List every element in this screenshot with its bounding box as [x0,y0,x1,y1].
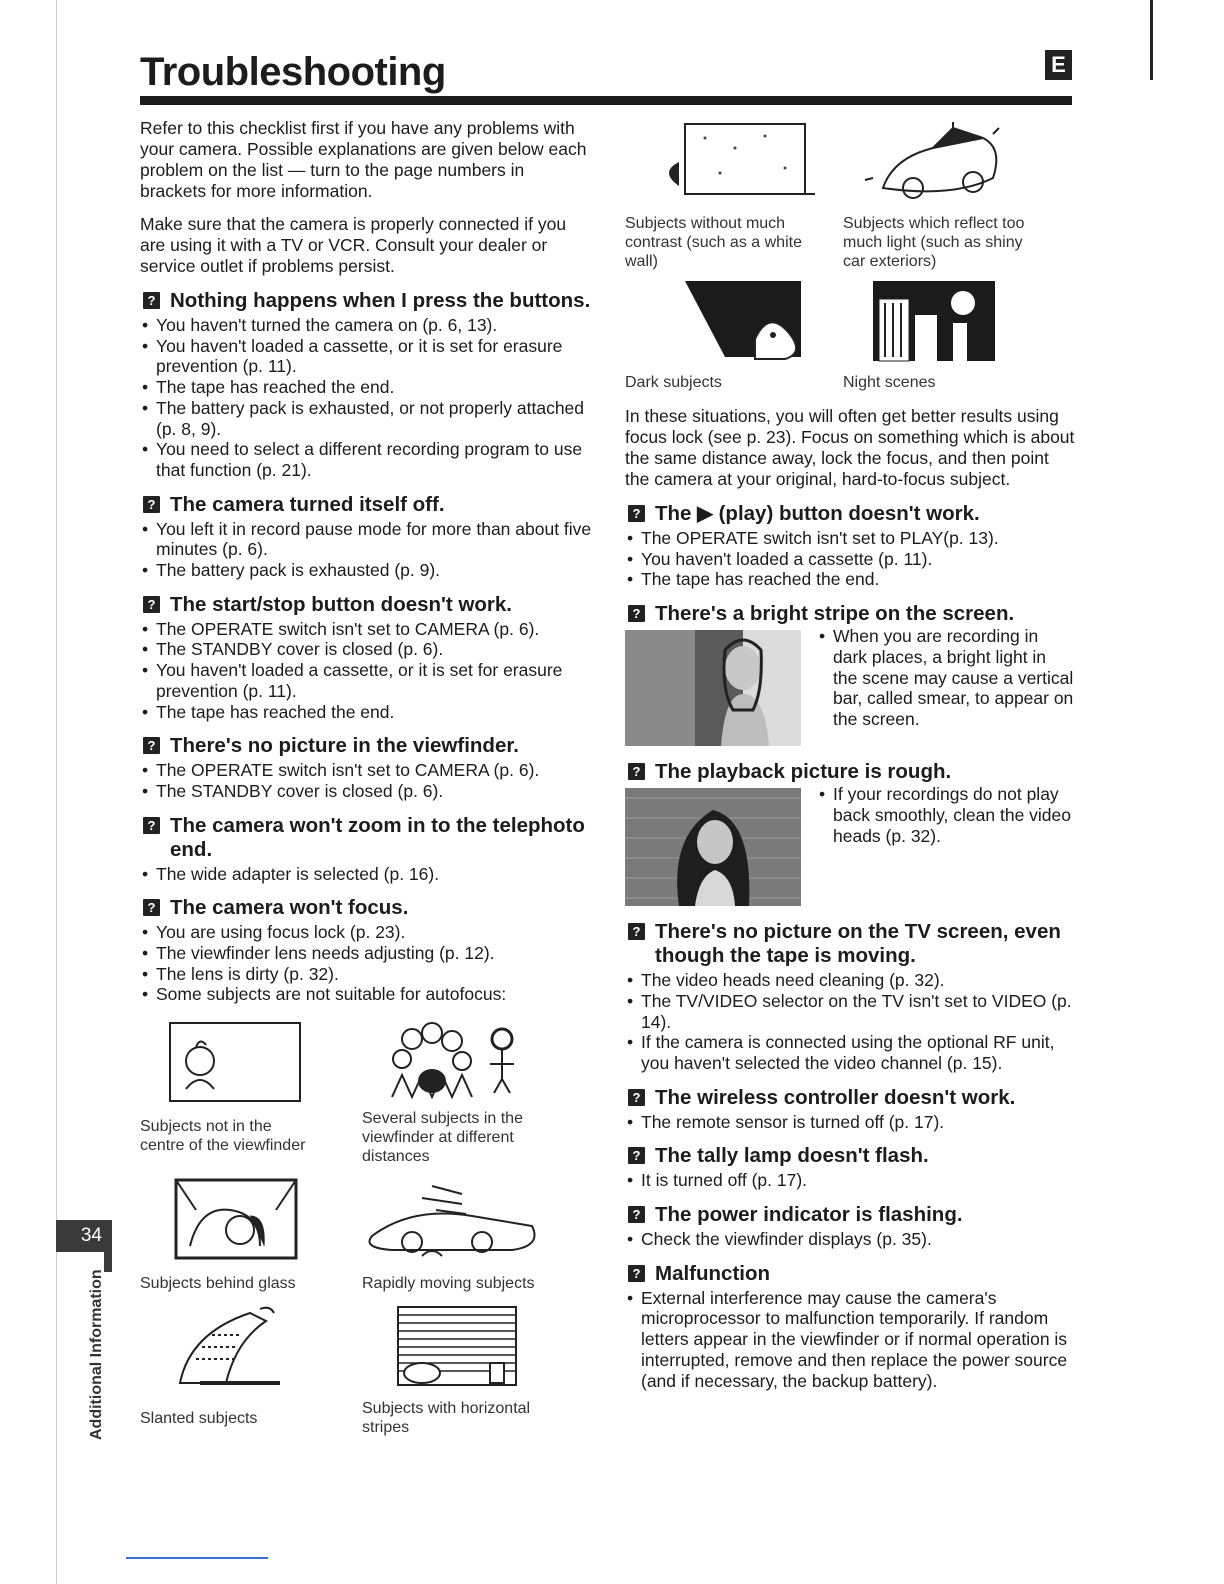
section-rough-playback-heading [625,760,1075,784]
problem-heading-text: Nothing happens when I press the buttons. [170,289,591,312]
question-icon: ? [143,596,160,613]
list-item: • If your recordings do not play back smoothly, clean the video heads (p. 32). [817,784,1075,846]
page-title: Troubleshooting [140,50,446,94]
scan-edge-right [1150,0,1153,80]
list-item: • You need to select a different recording program to use that function (p. 21). [140,439,595,480]
section-play-button-heading-text: The ▶ (play) button doesn't work. [655,502,980,525]
figure-dark-subject-caption: Dark subjects [625,374,722,391]
question-icon: ? [143,292,160,309]
fast-car-illustration [362,1176,552,1262]
shiny-car-illustration [843,118,1033,210]
question-icon: ? [628,1147,645,1164]
section-bright-stripe [625,602,1075,746]
figure-moving-subjects-caption: Rapidly moving subjects [362,1275,535,1293]
figure-shiny-car-caption: Subjects which reflect too much light (such as shiny car exteriors) [843,215,1025,270]
problem-heading [140,593,595,617]
list-item: • The battery pack is exhausted (p. 9). [140,560,595,581]
title-rule [140,96,1072,105]
problem-section [625,1086,1075,1133]
figure-night-scene [843,279,1033,392]
problem-heading [140,814,595,862]
section-bright-stripe-heading [625,602,1075,626]
multiple-subjects-illustration [362,1019,532,1101]
figure-slanted-caption: Slanted subjects [140,1410,258,1428]
problem-heading-text: The camera turned itself off. [170,492,445,516]
figure-off-centre-caption: Subjects not in the centre of the viewfinder [140,1118,306,1155]
list-item: • You haven't loaded a cassette, or it is set for erasure prevention (p. 11). [140,336,595,377]
scan-edge-left [56,0,57,1584]
autofocus-figures [140,1019,595,1437]
problem-heading-text: There's no picture in the viewfinder. [170,734,519,758]
left-sections [140,289,595,1005]
question-icon: ? [628,1265,645,1282]
white-wall-illustration [625,118,815,210]
problem-heading [140,896,595,920]
list-item: • The OPERATE switch isn't set to CAMERA (p. 6). [140,760,595,781]
problem-list [625,1170,1075,1191]
question-icon: ? [143,496,160,513]
section-play-button-heading [625,502,1075,526]
problem-heading [140,734,595,758]
problem-section [140,493,595,581]
smear-example-photo [625,630,801,746]
problem-heading [140,493,595,517]
list-item: • If the camera is connected using the optional RF unit, you haven't selected the video channel (p. 15). [625,1032,1075,1073]
problem-heading [625,1144,1075,1168]
problem-section [625,920,1075,1074]
problem-heading [140,289,595,313]
figure-slanted [140,1303,320,1437]
problem-list [140,922,595,1005]
list-item: • You haven't turned the camera on (p. 6, 13). [140,315,595,336]
problem-heading-text: The tally lamp doesn't flash. [655,1144,929,1168]
bright-stripe-list [817,626,1075,730]
list-item: • The video heads need cleaning (p. 32). [625,970,1075,991]
rough-playback-list [817,784,1075,846]
list-item: • The tape has reached the end. [140,377,595,398]
bright-stripe-row [625,626,1075,746]
section-play-button-list [625,528,1075,590]
focus-note: In these situations, you will often get better results using focus lock (see p. 23). Focus on something which is about the same distance away, lock the focus, and then point the camera at your original, hard-to-focus subject. [625,406,1075,489]
problem-section [140,593,595,723]
question-icon: ? [628,1089,645,1106]
problem-list [140,619,595,723]
problem-section [140,814,595,885]
problem-section [625,1203,1075,1250]
list-item: • The OPERATE switch isn't set to CAMERA (p. 6). [140,619,595,640]
question-icon: ? [628,605,645,622]
dark-subject-illustration [625,279,815,365]
problem-heading [625,1203,1075,1227]
list-item: • You haven't loaded a cassette, or it is set for erasure prevention (p. 11). [140,660,595,701]
intro-paragraph-2: Make sure that the camera is properly connected if you are using it with a TV or VCR. Consult your dealer or service outlet if problems persist. [140,214,567,276]
question-icon: ? [143,817,160,834]
list-item: • The OPERATE switch isn't set to PLAY(p. 13). [625,528,1075,549]
figure-off-centre [140,1019,320,1166]
right-sections [625,920,1075,1391]
problem-heading [625,920,1075,968]
section-rough-playback-heading-text: The playback picture is rough. [655,760,952,784]
problem-list [625,1229,1075,1250]
problem-list [625,1112,1075,1133]
problem-heading-text: The camera won't focus. [170,896,409,920]
figure-behind-glass [140,1176,320,1293]
section-bright-stripe-heading-text: There's a bright stripe on the screen. [655,602,1015,626]
list-item: • The TV/VIDEO selector on the TV isn't set to VIDEO (p. 14). [625,991,1075,1032]
figure-multiple-subjects-caption: Several subjects in the viewfinder at different distances [362,1110,523,1166]
figure-shiny-car [843,118,1033,271]
problem-section [140,289,595,481]
problem-heading-text: Malfunction [655,1261,771,1285]
problem-section [625,1262,1075,1392]
problem-list [140,519,595,581]
list-item: • The remote sensor is turned off (p. 17). [625,1112,1075,1133]
list-item: • The STANDBY cover is closed (p. 6). [140,781,595,802]
question-icon: ? [628,505,645,522]
list-item: • It is turned off (p. 17). [625,1170,1075,1191]
left-column [140,118,595,1437]
subject-behind-glass-illustration [140,1176,310,1262]
page-number-tab: 34 [56,1220,112,1252]
question-icon: ? [143,737,160,754]
figure-multiple-subjects [362,1019,572,1166]
figure-horizontal-stripes [362,1303,572,1437]
figure-moving-subjects [362,1176,572,1293]
list-item: • External interference may cause the camera's microprocessor to malfunction temporarily. If random letters appear in the viewfinder or if normal operation is interrupted, remove and then replace the power source (and if necessary, the backup battery). [625,1288,1075,1392]
list-item: • The tape has reached the end. [625,569,1075,590]
section-rough-playback [625,760,1075,906]
rough-playback-example-photo [625,788,801,906]
list-item: • Some subjects are not suitable for autofocus: [140,984,595,1005]
problem-section [140,896,595,1005]
question-icon: ? [628,763,645,780]
figure-white-wall [625,118,815,271]
problem-heading-text: The power indicator is flashing. [655,1203,963,1227]
rough-playback-row [625,784,1075,906]
list-item: • When you are recording in dark places, a bright light in the scene may cause a vertical bar, called smear, to appear on the screen. [817,626,1075,730]
problem-heading [625,1262,1075,1286]
problem-heading-text: The start/stop button doesn't work. [170,592,512,616]
problem-heading-text: The camera won't zoom in to the telephoto end. [170,813,585,861]
striped-blinds-illustration [362,1303,532,1389]
list-item: • The lens is dirty (p. 32). [140,964,595,985]
list-item: • The tape has reached the end. [140,702,595,723]
bottom-scan-line [126,1557,268,1559]
problem-section [140,734,595,801]
figure-night-scene-caption: Night scenes [843,374,936,391]
figure-behind-glass-caption: Subjects behind glass [140,1275,296,1293]
off-centre-subject-illustration [140,1019,310,1107]
list-item: • The battery pack is exhausted, or not properly attached (p. 8, 9). [140,398,595,439]
figure-dark-subject [625,279,815,392]
problem-section [625,1144,1075,1191]
list-item: • The STANDBY cover is closed (p. 6). [140,639,595,660]
focus-figures [625,118,1075,392]
list-item: • Check the viewfinder displays (p. 35). [625,1229,1075,1250]
list-item: • The wide adapter is selected (p. 16). [140,864,595,885]
list-item: • You haven't loaded a cassette (p. 11). [625,549,1075,570]
problem-list [140,760,595,801]
problem-list [625,970,1075,1074]
problem-heading [625,1086,1075,1110]
language-badge: E [1045,50,1072,80]
problem-list [140,864,595,885]
figure-white-wall-caption: Subjects without much contrast (such as a white wall) [625,215,802,270]
intro-paragraph-1: Refer to this checklist first if you have any problems with your camera. Possible explanations are given below each problem on the list — turn to the page numbers in brackets for more information. [140,118,587,201]
problem-list [625,1288,1075,1392]
list-item: • The viewfinder lens needs adjusting (p. 12). [140,943,595,964]
problem-list [140,315,595,481]
question-icon: ? [628,923,645,940]
night-scene-illustration [843,279,1033,365]
question-icon: ? [628,1206,645,1223]
section-play-button [625,502,1075,590]
problem-heading-text: The wireless controller doesn't work. [655,1085,1016,1109]
problem-heading-text: There's no picture on the TV screen, even though the tape is moving. [655,920,1061,968]
list-item: • You are using focus lock (p. 23). [140,922,595,943]
right-column [625,118,1075,1391]
question-icon: ? [143,899,160,916]
section-side-label: Additional Information [88,1269,105,1440]
figure-horizontal-stripes-caption: Subjects with horizontal stripes [362,1400,531,1437]
list-item: • You left it in record pause mode for more than about five minutes (p. 6). [140,519,595,560]
slanted-ship-illustration [140,1303,310,1389]
